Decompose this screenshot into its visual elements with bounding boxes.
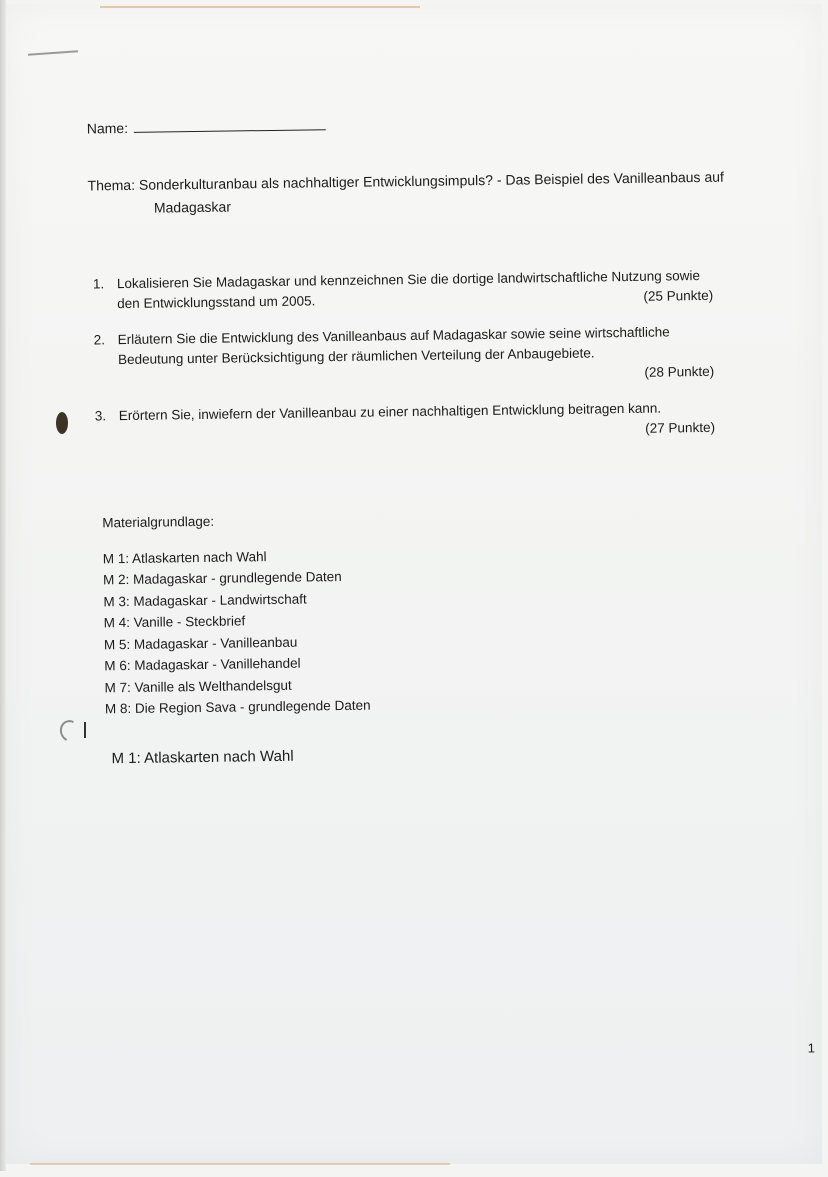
task-points: (28 Punkte): [644, 363, 715, 380]
task-points: (27 Punkte): [645, 419, 716, 436]
name-field-row: [87, 117, 326, 136]
task-item: [95, 397, 795, 447]
task-text-line-2: den Entwicklungsstand um 2005.: [117, 293, 316, 312]
task-text-line-2: Bedeutung unter Berücksichtigung der räumlichen Verteilung der Anbaugebiete.: [117, 345, 595, 368]
task-text-line-1: Lokalisieren Sie Madagaskar und kennzeichnen Sie die dortige landwirtschaftliche Nutzung sowie: [116, 267, 701, 292]
material-list: [102, 509, 371, 720]
task-points: (25 Punkte): [643, 287, 714, 304]
material-heading: Materialgrundlage:: [102, 513, 215, 531]
material-item: M 4: Vanille - Steckbrief: [103, 613, 246, 631]
m1-section-heading: M 1: Atlaskarten nach Wahl: [111, 747, 294, 768]
material-item: M 7: Vanille als Welthandelsgut: [104, 677, 292, 695]
topic-heading: [87, 165, 788, 221]
page-number: 1: [807, 1040, 816, 1056]
task-number: 2.: [93, 332, 106, 348]
task-list: [93, 265, 795, 447]
task-item: [94, 321, 795, 391]
name-blank-line: [134, 128, 326, 133]
material-item: M 1: Atlaskarten nach Wahl: [102, 548, 267, 566]
material-item: M 5: Madagaskar - Vanilleanbau: [103, 634, 298, 652]
task-text-line-1: Erörtern Sie, inwiefern der Vanilleanbau zu einer nachhaltigen Entwicklung beitragen kann.: [118, 400, 662, 424]
task-number: 3.: [94, 408, 107, 424]
material-item: M 6: Madagaskar - Vanillehandel: [104, 655, 301, 674]
name-label: Name:: [86, 119, 129, 137]
task-item: [93, 265, 793, 315]
task-text-line-1: Erläutern Sie die Entwicklung des Vanilleanbaus auf Madagaskar sowie seine wirtschaftliche: [117, 324, 670, 348]
material-item: M 2: Madagaskar - grundlegende Daten: [102, 569, 342, 588]
topic-line-1: Thema: Sonderkulturanbau als nachhaltiger Entwicklungsimpuls? - Das Beispiel des Vanilleanbaus auf: [87, 168, 724, 194]
material-item: M 3: Madagaskar - Landwirtschaft: [103, 591, 307, 609]
task-number: 1.: [92, 276, 105, 292]
material-item: M 8: Die Region Sava - grundlegende Daten: [104, 697, 371, 717]
topic-line-2: Madagaskar: [153, 198, 232, 216]
